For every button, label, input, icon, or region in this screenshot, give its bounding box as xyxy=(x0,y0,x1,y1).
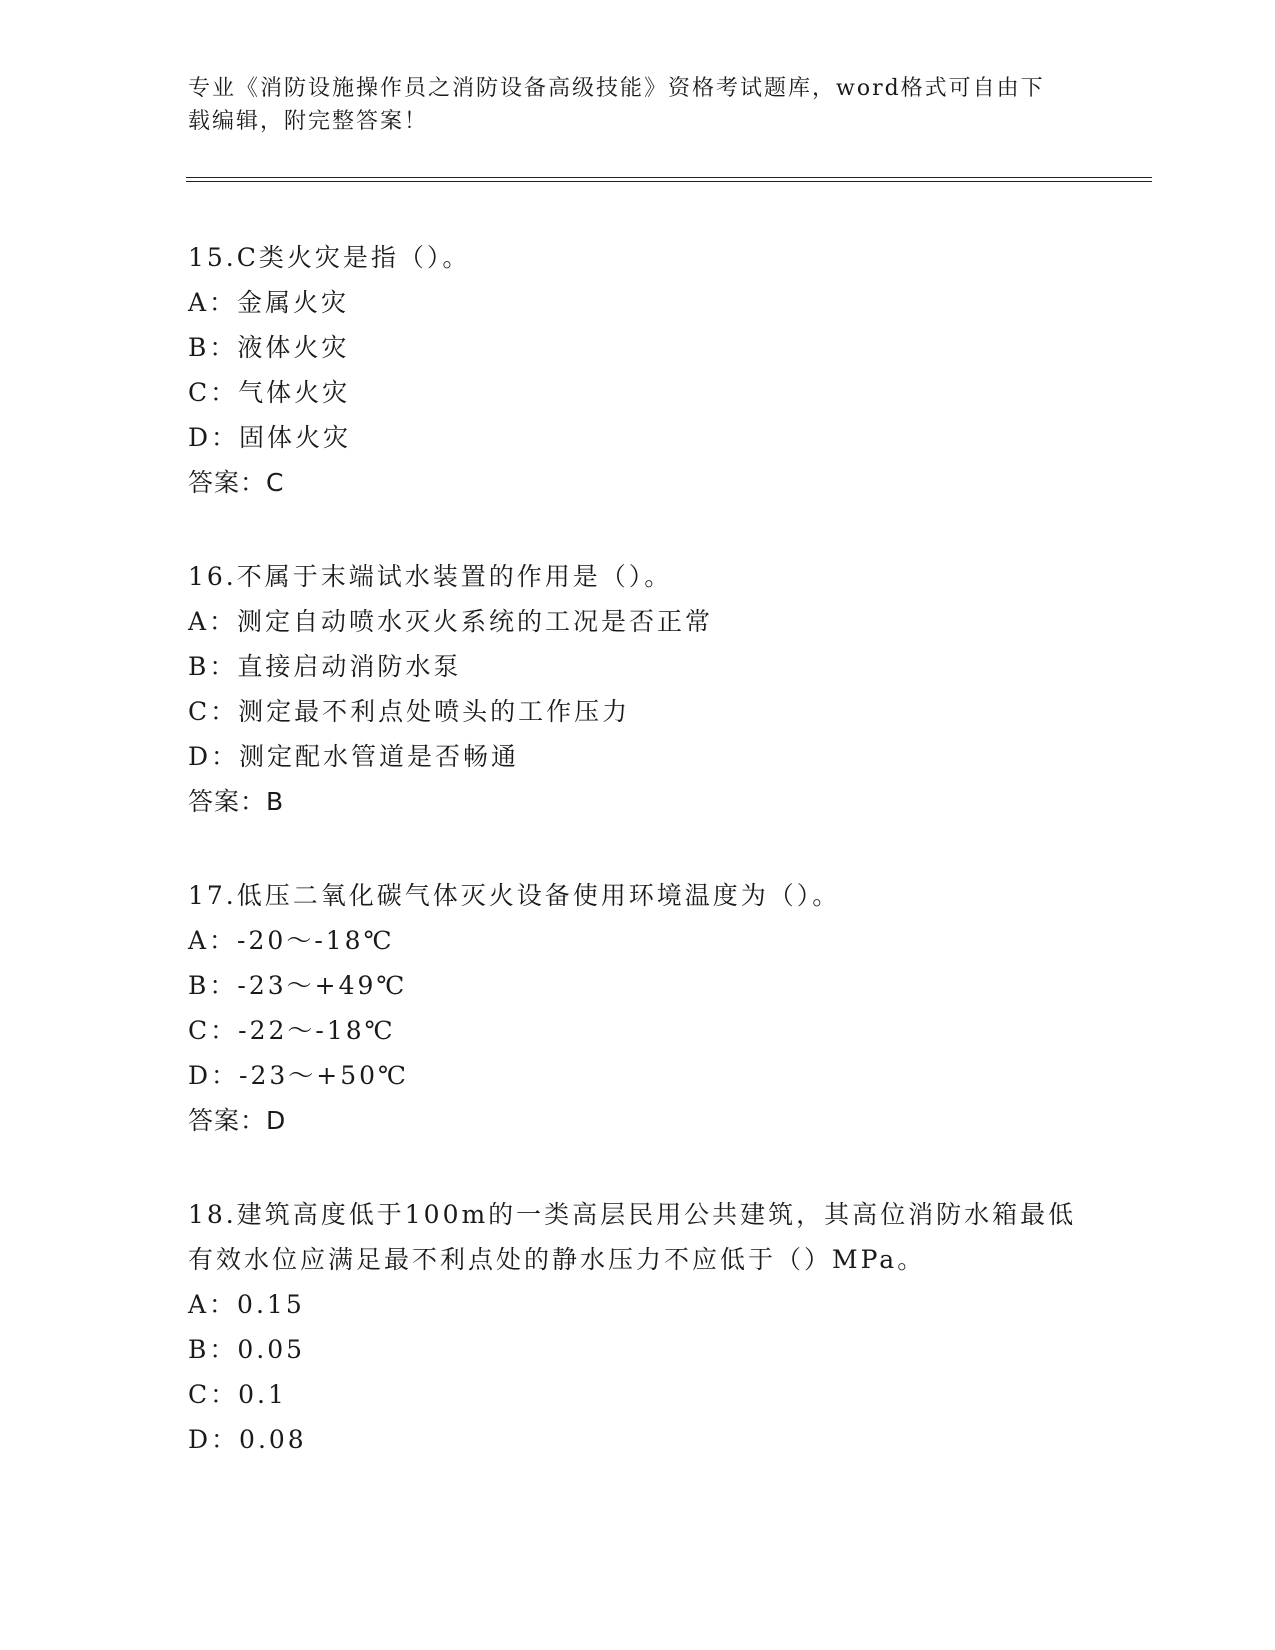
question-stem: 16.不属于末端试水装置的作用是（）。 xyxy=(188,562,673,591)
answer-key: 答案：D xyxy=(188,1106,287,1135)
option-c: C：0.1 xyxy=(188,1380,287,1409)
option-b: B：液体火灾 xyxy=(188,333,350,362)
option-b: B：0.05 xyxy=(188,1335,306,1364)
answer-key: 答案：B xyxy=(188,787,285,816)
option-b: B：直接启动消防水泵 xyxy=(188,652,462,681)
question-16 xyxy=(188,554,1088,824)
document-header: 专业《消防设施操作员之消防设备高级技能》资格考试题库，word格式可自由下载编辑，附完整答案！ xyxy=(188,76,1045,134)
question-stem: 17.低压二氧化碳气体灭火设备使用环境温度为（）。 xyxy=(188,881,841,910)
answer-key: 答案：C xyxy=(188,468,285,497)
option-d: D：0.08 xyxy=(188,1425,307,1454)
option-a: A：金属火灾 xyxy=(188,288,350,317)
header-divider-bottom xyxy=(186,181,1152,182)
option-a: A：0.15 xyxy=(188,1290,305,1319)
option-c: C：测定最不利点处喷头的工作压力 xyxy=(188,697,631,726)
option-a: A：-20～-18℃ xyxy=(188,926,395,955)
header-divider-top xyxy=(186,177,1152,178)
option-c: C：-22～-18℃ xyxy=(188,1016,396,1045)
question-stem: 18.建筑高度低于100m的一类高层民用公共建筑，其高位消防水箱最低有效水位应满足最不利点处的静水压力不应低于（）MPa。 xyxy=(188,1200,1077,1274)
question-15 xyxy=(188,235,1088,505)
question-18 xyxy=(188,1192,1088,1462)
option-c: C：气体火灾 xyxy=(188,378,351,407)
option-b: B：-23～+49℃ xyxy=(188,971,408,1000)
option-d: D：-23～+50℃ xyxy=(188,1061,410,1090)
question-17 xyxy=(188,873,1088,1143)
option-d: D：测定配水管道是否畅通 xyxy=(188,742,520,771)
option-a: A：测定自动喷水灭火系统的工况是否正常 xyxy=(188,607,714,636)
option-d: D：固体火灾 xyxy=(188,423,352,452)
question-stem: 15.C类火灾是指（）。 xyxy=(188,243,471,272)
